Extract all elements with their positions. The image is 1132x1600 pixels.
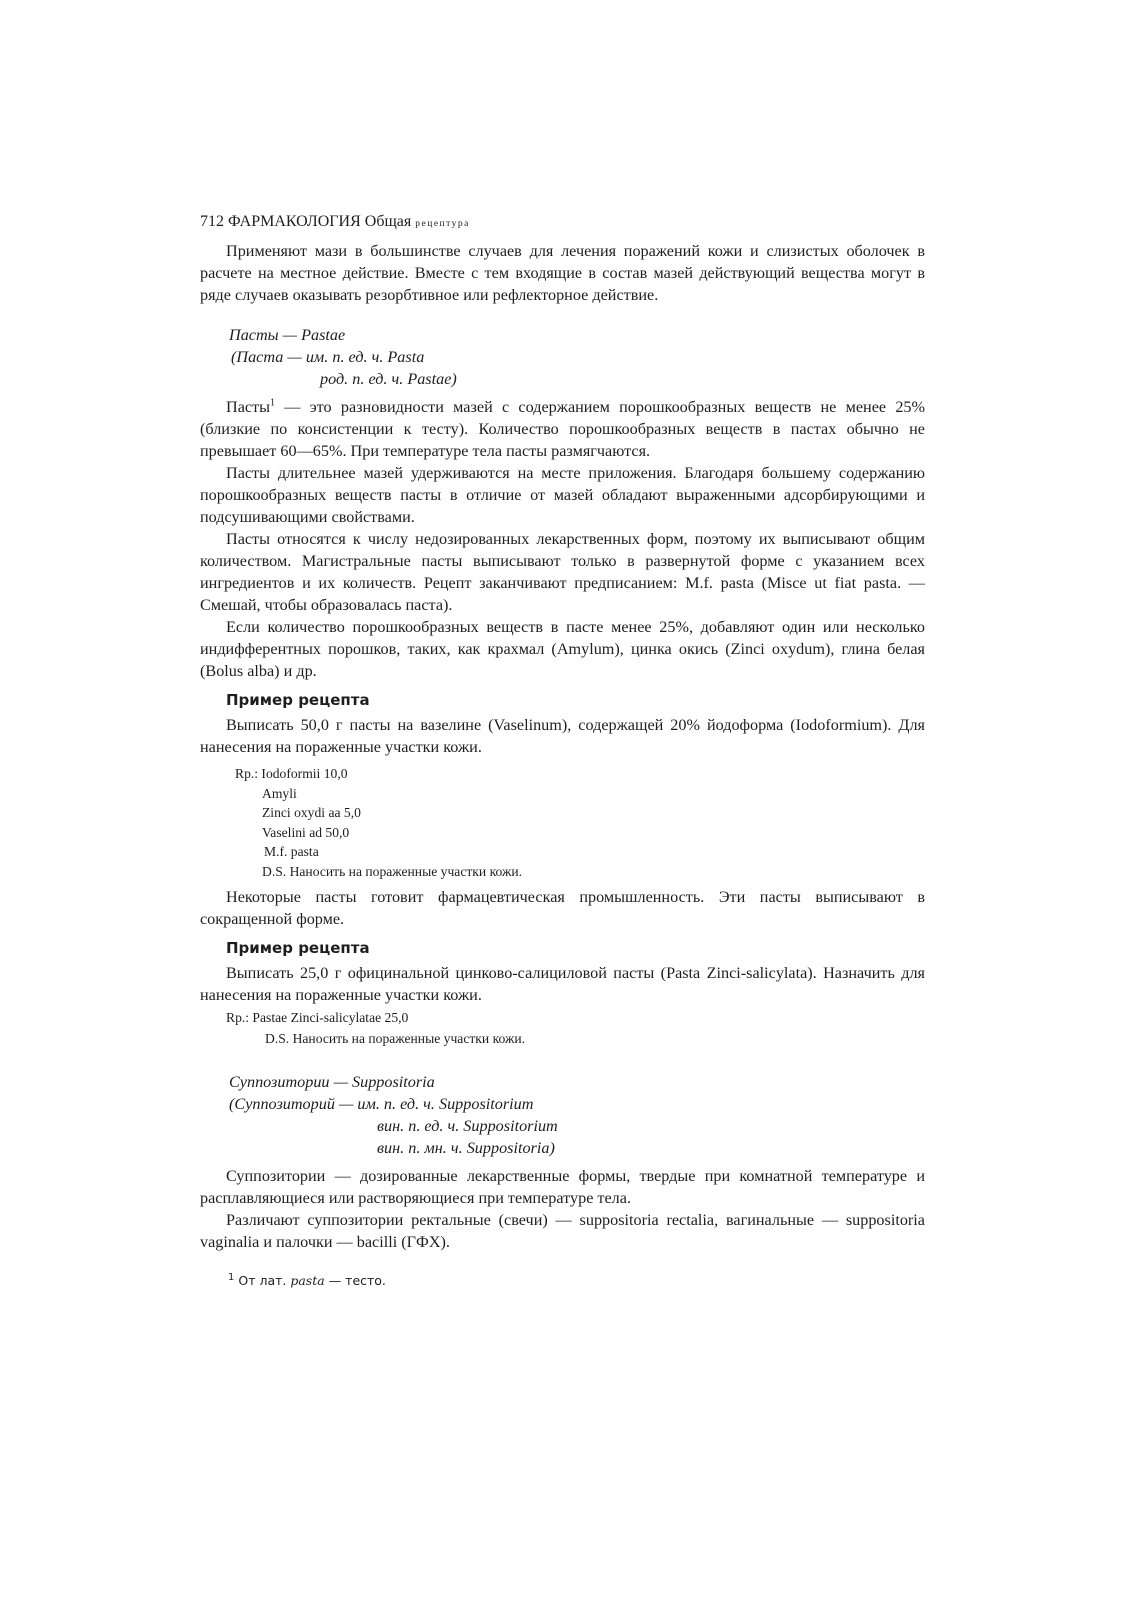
pastes-heading-line: (Паста — им. п. ед. ч. Pasta bbox=[231, 348, 425, 366]
suppositoria-latin-heading bbox=[200, 1071, 925, 1159]
pastes-definition-text: — это разновидности мазей с содержанием порошкообразных веществ не менее 25% (близкие по консистенции к тесту). Количество порошкообразных веществ в пастах обычно не превышает 60—65%. При температуре тела пасты размягчаются. bbox=[200, 398, 925, 460]
example-heading: Пример рецепта bbox=[226, 938, 370, 957]
page-number: 712 bbox=[200, 213, 224, 230]
pastes-latin-heading bbox=[200, 324, 925, 390]
supp-heading-line: вин. п. мн. ч. Suppositoria) bbox=[377, 1138, 555, 1157]
prescription-line: D.S. Наносить на пораженные участки кожи. bbox=[262, 863, 523, 879]
example-heading: Пример рецепта bbox=[226, 691, 370, 709]
prescription-line: Rp.: Iodoformii 10,0 bbox=[235, 766, 348, 781]
intro-paragraph: Применяют мази в большинстве случаев для лечения поражений кожи и слизистых оболочек в расчете на местное действие. Вместе с тем входящие в состав мазей действующий вещества могут в ряде случаев оказывать резорбтивное или рефлекторное действие. bbox=[200, 242, 925, 304]
pastes-paragraph: Если количество порошкообразных веществ в пасте менее 25%, добавляют один или несколько индифферентных порошков, таких, как крахмал (Amylum), цинка окись (Zinci oxydum), глина белая (Bolus alba) и др. bbox=[200, 618, 925, 680]
prescription-line: Amyli bbox=[262, 785, 297, 801]
suppositoria-paragraph: Суппозитории — дозированные лекарственные формы, твердые при комнатной температуре и расплавляющиеся или растворяющиеся при температуре тела. bbox=[200, 1166, 925, 1207]
industry-paragraph: Некоторые пасты готовит фармацевтическая промышленность. Эти пасты выписывают в сокращенной форме. bbox=[200, 887, 925, 928]
footnote-term: pasta bbox=[290, 1272, 325, 1288]
prescription-line: Zinci oxydi aa 5,0 bbox=[262, 805, 361, 821]
prescription-line: D.S. Наносить на пораженные участки кожи. bbox=[265, 1031, 526, 1047]
footnote-prefix: От лат. bbox=[238, 1272, 287, 1288]
example-task: Выписать 25,0 г официнальной цинково-салициловой пасты (Pasta Zinci-salicylata). Назначить для нанесения на пораженные участки кожи. bbox=[200, 963, 925, 1004]
header-section: Общая bbox=[364, 213, 412, 230]
page-content bbox=[200, 212, 925, 1289]
header-subsection: рецептура bbox=[415, 219, 470, 229]
header-title: ФАРМАКОЛОГИЯ bbox=[228, 213, 361, 230]
prescription-block bbox=[200, 1008, 925, 1049]
example-task: Выписать 50,0 г пасты на вазелине (Vaselinum), содержащей 20% йодоформа (Iodoformium). Для нанесения на пораженные участки кожи. bbox=[200, 716, 925, 756]
prescription-line: Rp.: Pastae Zinci-salicylatae 25,0 bbox=[226, 1009, 409, 1025]
footnote bbox=[200, 1273, 925, 1289]
footnote-mark: 1 bbox=[228, 1271, 235, 1283]
pastes-paragraph: Пасты длительнее мазей удерживаются на месте приложения. Благодаря большему содержанию порошкообразных веществ пасты в отличие от мазей обладают выраженными адсорбирующими и подсушивающими свойствами. bbox=[200, 464, 925, 526]
prescription-block bbox=[200, 764, 925, 882]
prescription-line: Vaselini ad 50,0 bbox=[262, 824, 350, 840]
supp-heading-line: вин. п. ед. ч. Suppositorium bbox=[377, 1116, 558, 1135]
pastes-paragraph: Пасты относятся к числу недозированных лекарственных форм, поэтому их выписывают общим количеством. Магистральные пасты выписывают только в развернутой форме с указанием всех ингредиентов и их количеств. Рецепт заканчивают предписанием: M.f. pasta (Misce ut fiat pasta. — Смешай, чтобы образовалась паста). bbox=[200, 530, 925, 614]
supp-heading-line: Суппозитории — Suppositoria bbox=[229, 1072, 435, 1091]
prescription-line: M.f. pasta bbox=[264, 844, 319, 860]
pastes-heading-line: Пасты — Pastae bbox=[229, 326, 346, 344]
supp-heading-line: (Суппозиторий — им. п. ед. ч. Suppositorium bbox=[229, 1094, 534, 1113]
running-header bbox=[200, 212, 925, 234]
pastes-heading-line: род. п. ед. ч. Pastae) bbox=[320, 370, 457, 388]
suppositoria-paragraph: Различают суппозитории ректальные (свечи) — suppositoria rectalia, вагинальные — suppositoria vaginalia и палочки — bacilli (ГФХ). bbox=[200, 1210, 925, 1251]
pastes-term: Пасты bbox=[226, 398, 271, 416]
footnote-suffix: — тесто. bbox=[328, 1272, 386, 1288]
footnote-ref: 1 bbox=[270, 397, 276, 409]
pastes-definition-paragraph bbox=[200, 396, 925, 462]
